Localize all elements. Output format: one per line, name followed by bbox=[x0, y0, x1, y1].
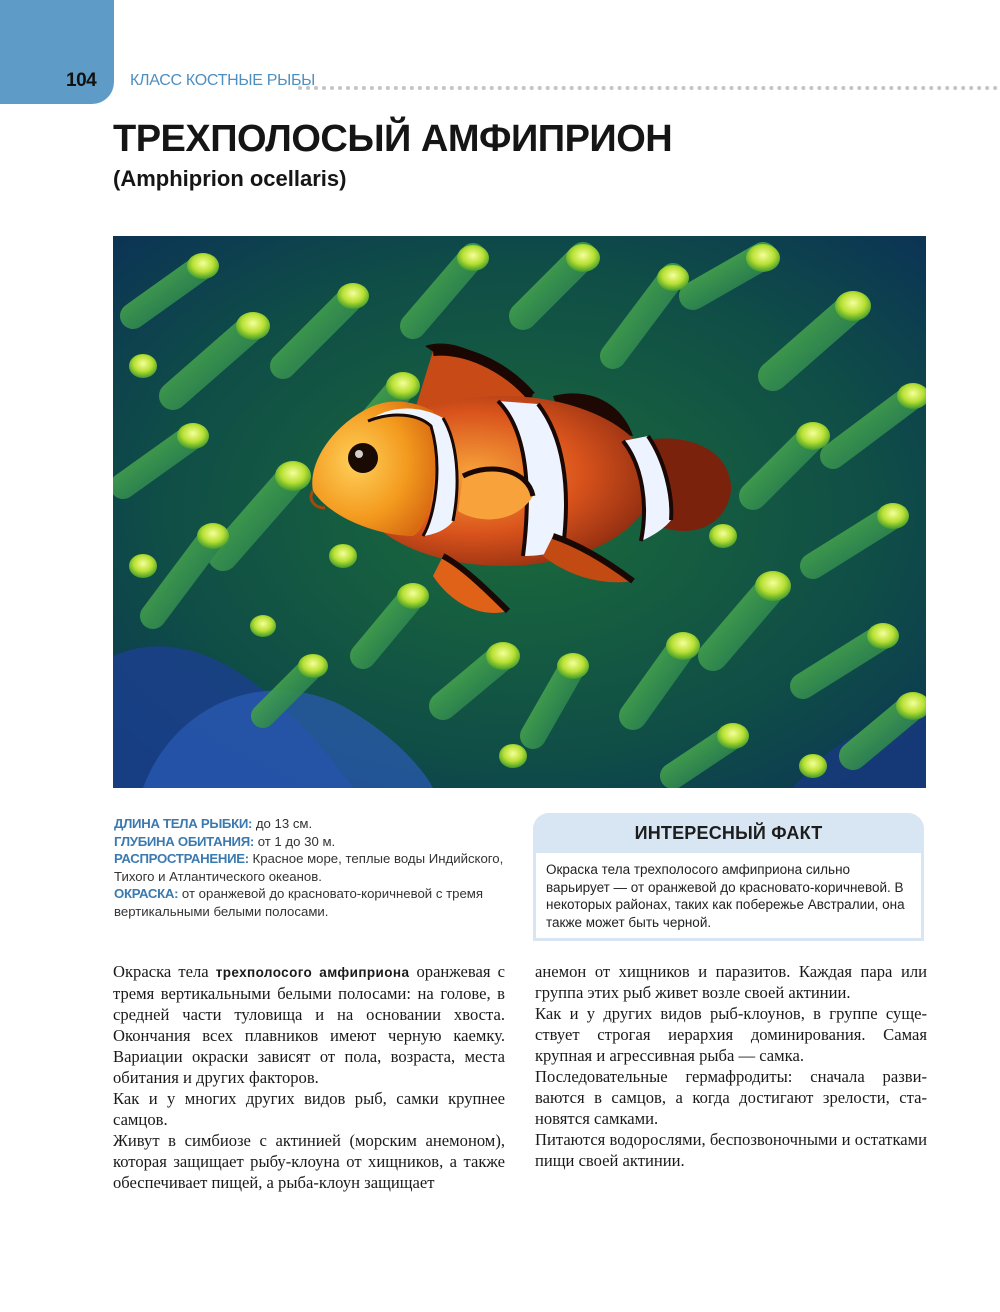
interesting-fact-box bbox=[533, 813, 924, 941]
clownfish-photo bbox=[113, 236, 926, 788]
body-paragraph: Как и у других видов рыб-клоунов, в группе существует строгая иерархия доминирования. Самая крупная и агрессивная рыба — самка. bbox=[535, 1004, 927, 1065]
species-name-caps: трехполосого амфиприона bbox=[215, 965, 410, 980]
body-column-left bbox=[113, 961, 505, 1193]
fact-row bbox=[114, 815, 514, 833]
latin-name: (Amphiprion ocellaris) bbox=[113, 166, 347, 191]
interesting-fact-text: Окраска тела трехполосого амфиприона сильно варьирует — от оранжевой до красновато-коричневой. В некоторых районах, таких как побережье Австралии, она также может быть черной. bbox=[533, 853, 924, 941]
fact-row bbox=[114, 833, 514, 851]
fact-list bbox=[114, 815, 514, 921]
fact-row bbox=[114, 885, 514, 920]
body-paragraph: Как и у многих других видов рыб, самки крупнее самцов. bbox=[113, 1089, 505, 1129]
page-title: ТРЕХПОЛОСЫЙ АМФИПРИОН bbox=[113, 118, 673, 160]
body-paragraph: Живут в симбиозе с актинией (морским анемоном), которая защищает рыбу-клоуна от хищников, а также обеспечивает пищей, а рыба-клоун защищает bbox=[113, 1131, 505, 1192]
body-text: оранжевая с тремя вертикальными белыми полосами: на голове, в средней части туловища и на основании хвоста. Окончания всех плавников имеют черную каемку. Вариации окраски зависят от пола, возраста, места обитания и других факторов. bbox=[113, 962, 505, 1087]
body-paragraph bbox=[113, 961, 505, 1088]
fact-key: ДЛИНА ТЕЛА РЫБКИ: bbox=[114, 816, 253, 831]
body-paragraph: Последовательные гермафродиты: сначала развиваются в самцов, а когда достигают зрелости, становятся самками. bbox=[535, 1067, 927, 1128]
body-text: Окраска тела bbox=[113, 962, 209, 981]
interesting-fact-title: ИНТЕРЕСНЫЙ ФАКТ bbox=[533, 813, 924, 853]
fact-row bbox=[114, 850, 514, 885]
fact-key: ОКРАСКА: bbox=[114, 886, 179, 902]
fact-value: от 1 до 30 м. bbox=[257, 833, 336, 849]
section-label: КЛАСС КОСТНЫЕ РЫБЫ bbox=[130, 72, 316, 89]
body-paragraph: Питаются водорослями, беспозвоночными и остатками пищи своей актинии. bbox=[535, 1130, 927, 1170]
header-dotted-rule bbox=[298, 86, 998, 90]
page-number: 104 bbox=[66, 70, 97, 91]
fact-value: от оранжевой до красновато-коричневой с тремя вертикальными белыми полосами. bbox=[114, 886, 484, 919]
fact-value: Красное море, теплые воды Индийского, Тихого и Атлантического океанов. bbox=[114, 851, 504, 884]
body-paragraph: анемон от хищников и паразитов. Каждая пара или группа этих рыб живет возле своей актинии. bbox=[535, 962, 927, 1002]
fact-key: РАСПРОСТРАНЕНИЕ: bbox=[114, 851, 249, 867]
page-tab bbox=[0, 0, 114, 104]
fact-key: ГЛУБИНА ОБИТАНИЯ: bbox=[114, 833, 255, 849]
body-column-right bbox=[535, 961, 927, 1171]
fact-value: до 13 см. bbox=[255, 816, 313, 831]
